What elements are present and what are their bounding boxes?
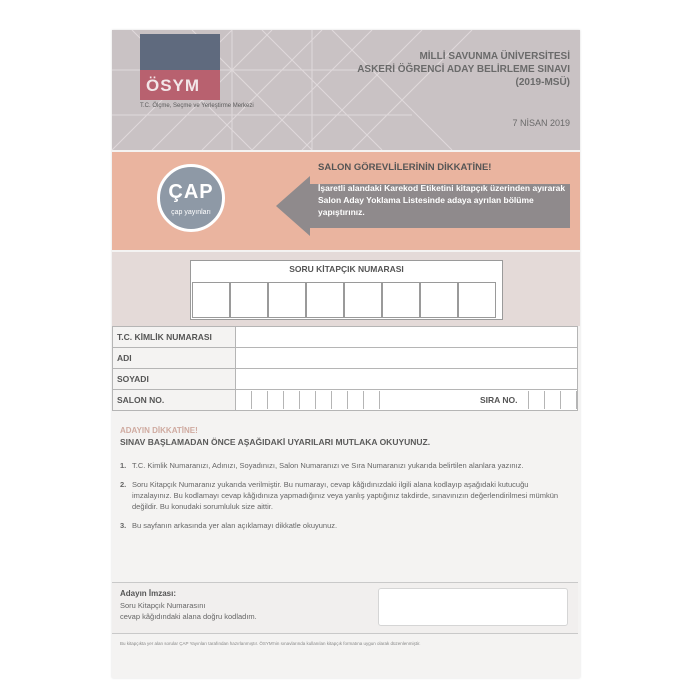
salon-cell[interactable] bbox=[284, 391, 300, 409]
signature-title: Adayın İmzası: bbox=[120, 589, 177, 598]
logo-block-top bbox=[140, 34, 220, 70]
booklet-number-cell[interactable] bbox=[306, 282, 344, 318]
candidate-info-form bbox=[112, 326, 578, 411]
name-row bbox=[113, 348, 578, 369]
instruction-text: Soru Kitapçık Numaranız yukarıda verilmiştir. Bu numarayı, cevap kâğıdınızdaki ilgili alana kodlayıp aşağıdaki kutucuğu imzalayınız. Bu kodlamayı cevap kâğıdınıza yapmadığınız veya yanlış yaptığınız takdirde, sınavınızın değerlendirilmesi mümkün değildir. Bu konudaki sorumluluk size aittir. bbox=[132, 480, 559, 511]
osym-logo: ÖSYM bbox=[146, 76, 201, 95]
cap-publisher-logo bbox=[157, 164, 225, 232]
footnote: Bu kitapçıkta yer alan sorular ÇAP Yayınları tarafından hazırlanmıştır. ÖSYM'nin sınavlarında kullanılan kitapçık formatına uygun olarak düzenlenmiştir. bbox=[120, 641, 421, 646]
instruction-number: 3. bbox=[120, 521, 127, 530]
name-field[interactable] bbox=[236, 348, 578, 369]
salon-cell[interactable] bbox=[268, 391, 284, 409]
salon-cell[interactable] bbox=[300, 391, 316, 409]
instruction-text: Bu sayfanın arkasında yer alan açıklamayı dikkatle okuyunuz. bbox=[132, 521, 338, 530]
signature-statement bbox=[120, 600, 257, 622]
salon-number-cells[interactable] bbox=[236, 391, 380, 409]
salon-cell[interactable] bbox=[236, 391, 252, 409]
exam-title-line2: ASKERİ ÖĞRENCİ ADAY BELİRLEME SINAVI bbox=[357, 64, 570, 75]
seat-cell[interactable] bbox=[545, 391, 561, 409]
cap-logo-text: ÇAP bbox=[168, 181, 214, 203]
instruction-number: 1. bbox=[120, 461, 127, 470]
salon-cell[interactable] bbox=[316, 391, 332, 409]
instruction-item bbox=[120, 460, 570, 471]
booklet-number-cell[interactable] bbox=[230, 282, 268, 318]
instruction-list bbox=[120, 460, 570, 539]
booklet-number-cell[interactable] bbox=[192, 282, 230, 318]
surname-row bbox=[113, 369, 578, 390]
salon-row bbox=[113, 390, 578, 411]
salon-cell[interactable] bbox=[348, 391, 364, 409]
surname-label: SOYADI bbox=[113, 369, 236, 390]
notice-title: SALON GÖREVLİLERİNİN DİKKATİNE! bbox=[318, 162, 492, 173]
booklet-number-label: SORU KİTAPÇIK NUMARASI bbox=[289, 264, 404, 274]
seat-number-cells[interactable] bbox=[528, 391, 577, 409]
signature-statement-line2: cevap kâğıdındaki alana doğru kodladım. bbox=[120, 612, 257, 621]
warnings-heading: SINAV BAŞLAMADAN ÖNCE AŞAĞIDAKİ UYARILARI MUTLAKA OKUYUNUZ. bbox=[120, 437, 431, 447]
tc-row bbox=[113, 327, 578, 348]
seat-cell[interactable] bbox=[529, 391, 545, 409]
signature-statement-line1: Soru Kitapçık Numarasını bbox=[120, 601, 206, 610]
notice-text: İşaretli alandaki Karekod Etiketini kitapçık üzerinden ayırarak Salon Aday Yoklama Listesinde adaya ayrılan bölüme yapıştırınız. bbox=[318, 183, 566, 217]
salon-cell[interactable] bbox=[332, 391, 348, 409]
booklet-number-cell[interactable] bbox=[420, 282, 458, 318]
seat-cell[interactable] bbox=[561, 391, 577, 409]
name-label: ADI bbox=[113, 348, 236, 369]
seat-label: SIRA NO. bbox=[480, 395, 518, 405]
tc-field[interactable] bbox=[236, 327, 578, 348]
instruction-item bbox=[120, 479, 570, 512]
salon-label: SALON NO. bbox=[113, 390, 236, 411]
instruction-number: 2. bbox=[120, 480, 127, 489]
exam-title-line3: (2019-MSÜ) bbox=[515, 77, 570, 88]
booklet-number-cell[interactable] bbox=[382, 282, 420, 318]
exam-date: 7 NİSAN 2019 bbox=[512, 118, 570, 128]
booklet-number-cell[interactable] bbox=[268, 282, 306, 318]
booklet-number-cell[interactable] bbox=[458, 282, 496, 318]
exam-title bbox=[357, 50, 570, 89]
tc-label: T.C. KİMLİK NUMARASI bbox=[113, 327, 236, 348]
salon-cell[interactable] bbox=[364, 391, 380, 409]
salon-seat-field[interactable] bbox=[236, 390, 578, 411]
candidate-notice-heading: ADAYIN DİKKATİNE! bbox=[120, 426, 198, 435]
exam-title-line1: MİLLİ SAVUNMA ÜNİVERSİTESİ bbox=[419, 51, 570, 62]
booklet-number-cells bbox=[192, 282, 496, 318]
instruction-text: T.C. Kimlik Numaranızı, Adınızı, Soyadınızı, Salon Numaranızı ve Sıra Numaranızı yukarıda belirtilen alanlara yazınız. bbox=[132, 461, 524, 470]
cap-logo-sub: çap yayınları bbox=[171, 209, 211, 216]
osym-subtitle: T.C. Ölçme, Seçme ve Yerleştirme Merkezi bbox=[140, 103, 254, 109]
surname-field[interactable] bbox=[236, 369, 578, 390]
salon-cell[interactable] bbox=[252, 391, 268, 409]
booklet-number-cell[interactable] bbox=[344, 282, 382, 318]
signature-field[interactable] bbox=[378, 588, 568, 626]
instruction-item bbox=[120, 520, 570, 531]
